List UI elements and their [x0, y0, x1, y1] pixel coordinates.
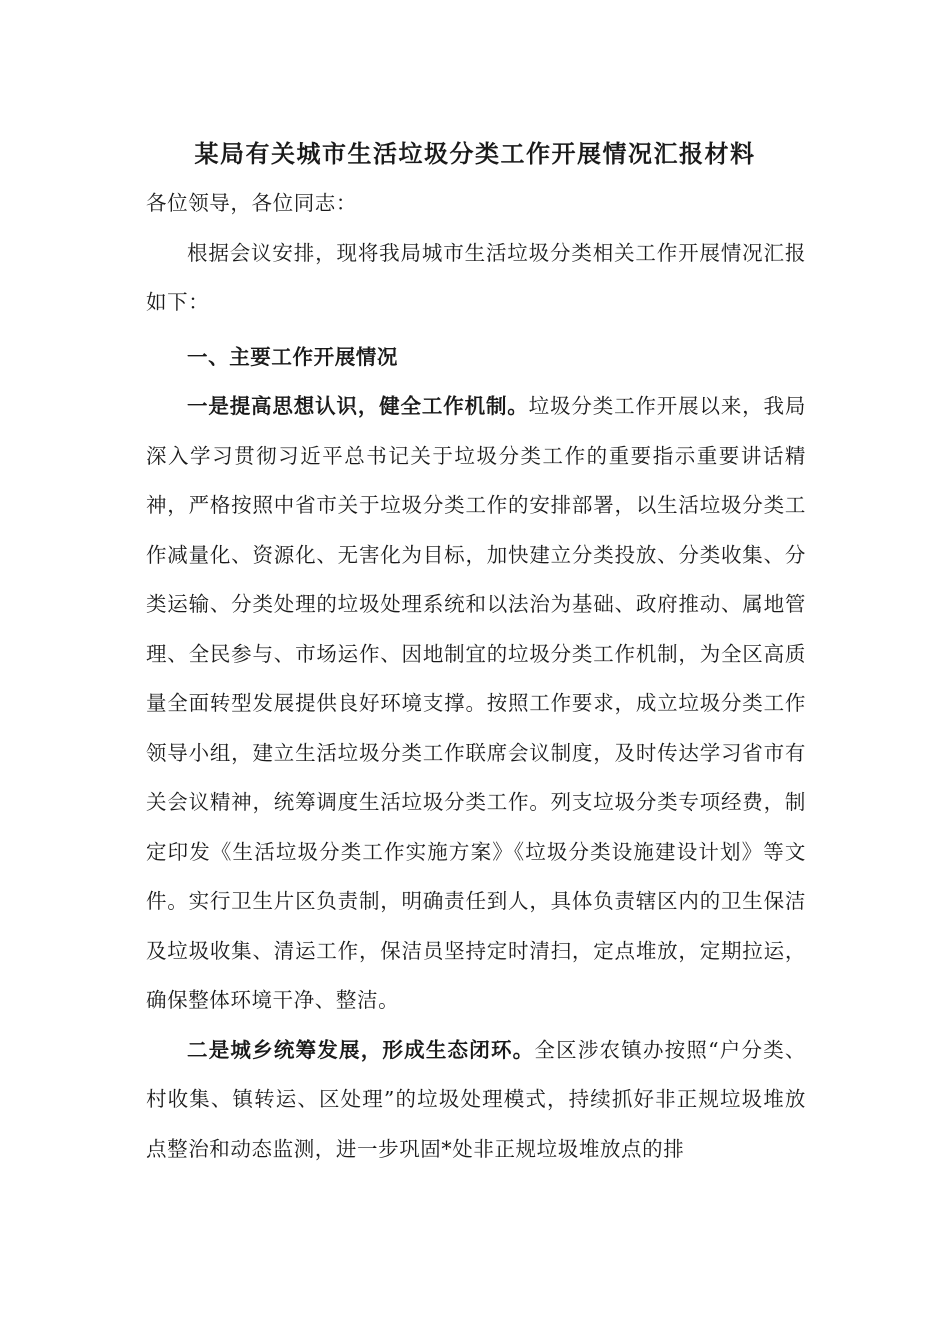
- intro-paragraph: 根据会议安排，现将我局城市生活垃圾分类相关工作开展情况汇报如下：: [146, 240, 806, 314]
- paragraph-1: [146, 382, 806, 1026]
- paragraph-2: [146, 1026, 806, 1175]
- section-heading: 一、主要工作开展情况: [187, 344, 398, 369]
- document-body: [146, 179, 806, 1174]
- paragraph-2-text: 全区涉农镇办按照“户分类、村收集、镇转运、区处理”的垃圾处理模式，持续抓好非正规垃圾堆放点整治和动态监测，进一步巩固*处非正规垃圾堆放点的排: [146, 1037, 807, 1161]
- document-title: 某局有关城市生活垃圾分类工作开展情况汇报材料: [194, 139, 756, 168]
- paragraph-1-lead: 一是提高思想认识，健全工作机制。: [187, 394, 529, 418]
- salutation: 各位领导，各位同志：: [146, 191, 357, 215]
- paragraph-1-text: 垃圾分类工作开展以来，我局深入学习贯彻习近平总书记关于垃圾分类工作的重要指示重要讲话精神，严格按照中省市关于垃圾分类工作的安排部署，以生活垃圾分类工作减量化、资源化、无害化为目标，加快建立分类投放、分类收集、分类运输、分类处理的垃圾处理系统和以法治为基础、政府推动、属地管理、全民参与、市场运作、因地制宜的垃圾分类工作机制，为全区高质量全面转型发展提供良好环境支撑。按照工作要求，成立垃圾分类工作领导小组，建立生活垃圾分类工作联席会议制度，及时传达学习省市有关会议精神，统筹调度生活垃圾分类工作。列支垃圾分类专项经费，制定印发《生活垃圾分类工作实施方案》《垃圾分类设施建设计划》等文件。实行卫生片区负责制，明确责任到人，具体负责辖区内的卫生保洁及垃圾收集、清运工作，保洁员坚持定时清扫，定点堆放，定期拉运，确保整体环境干净、整洁。: [146, 394, 806, 1012]
- paragraph-2-lead: 二是城乡统筹发展，形成生态闭环。: [187, 1037, 535, 1062]
